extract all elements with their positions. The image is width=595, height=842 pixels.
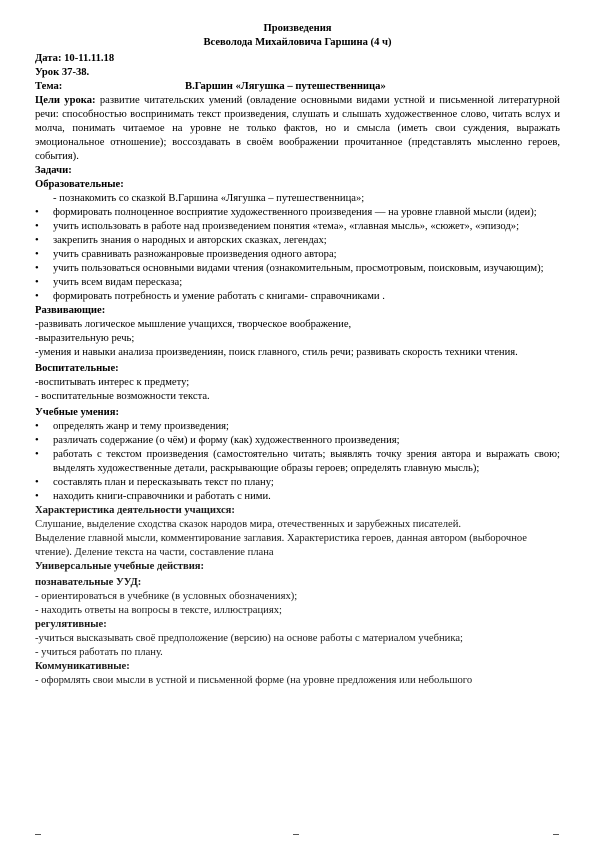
- goals-text: развитие читательских умений (овладение основными видами устной и письменной литературной речи: способностью воспринимать текст произведения, слушать и слышать художественное слово, читать вслух и молча, понимать читаемое на уровне не только фактов, но и смысла (иметь свои суждения, выражать эмоциональное отношение); воссоздавать в своём воображении прочитанное (представлять мысленно героев, события).: [35, 95, 560, 162]
- footer-mark: [293, 834, 299, 839]
- developing-line: -развивать логическое мышление учащихся, творческое воображение,: [35, 319, 352, 330]
- document-title: Произведения: [263, 23, 332, 34]
- list-item: • определять жанр и тему произведения;: [35, 420, 560, 434]
- list-item: • закрепить знания о народных и авторских сказках, легендах;: [35, 234, 560, 248]
- cognitive-heading: познавательные УУД:: [35, 577, 142, 588]
- list-item: • различать содержание (о чём) и форму (как) художественного произведения;: [35, 434, 560, 448]
- document-page: [35, 22, 560, 688]
- list-item: • составлять план и пересказывать текст по плану;: [35, 476, 560, 490]
- upbringing-line: -воспитывать интерес к предмету;: [35, 377, 190, 388]
- educational-heading: Образовательные:: [35, 179, 124, 190]
- developing-line: -выразительную речь;: [35, 333, 135, 344]
- activity-line: Выделение главной мысли, комментирование заглавия. Характеристика героев, данная автором (выборочное чтение). Деление текста на части, составление плана: [35, 533, 527, 558]
- goals-label: Цели урока:: [35, 95, 96, 106]
- footer-mark: [35, 834, 41, 839]
- topic-title: В.Гаршин «Лягушка – путешественница»: [185, 81, 386, 92]
- communicative-line: - оформлять свои мысли в устной и письменной форме (на уровне предложения или небольшого: [35, 675, 473, 686]
- educational-list: [35, 206, 560, 304]
- educational-intro: - познакомить со сказкой В.Гаршина «Лягушка – путешественница»;: [53, 193, 365, 204]
- developing-heading: Развивающие:: [35, 305, 106, 316]
- topic-label: Тема:: [35, 81, 63, 92]
- developing-line: -умения и навыки анализа произведениян, поиск главного, стиль речи; развивать скорость техники чтения.: [35, 347, 518, 358]
- list-item: • формировать потребность и умение работать с книгами- справочниками .: [35, 290, 560, 304]
- lesson-topic-row: [35, 80, 560, 94]
- lesson-goals: [35, 94, 560, 164]
- regulatory-heading: регулятивные:: [35, 619, 107, 630]
- list-item: • учить всем видам пересказа;: [35, 276, 560, 290]
- communicative-heading: Коммуникативные:: [35, 661, 130, 672]
- tasks-heading: Задачи:: [35, 165, 72, 176]
- cognitive-line: - находить ответы на вопросы в тексте, иллюстрациях;: [35, 605, 282, 616]
- page-footer-marks: [35, 834, 560, 842]
- activity-line: Слушание, выделение сходства сказок народов мира, отечественных и зарубежных писателей.: [35, 519, 462, 530]
- list-item: • работать с текстом произведения (самостоятельно читать; выявлять точку зрения автора и выражать свою; выделять художественные детали, раскрывающие образы героев; определять главную мысль);: [35, 448, 560, 476]
- list-item: • учить сравнивать разножанровые произведения одного автора;: [35, 248, 560, 262]
- lesson-number: Урок 37-38.: [35, 67, 90, 78]
- regulatory-line: -учиться высказывать своё предположение (версию) на основе работы с материалом учебника;: [35, 633, 463, 644]
- skills-list: [35, 420, 560, 504]
- upbringing-heading: Воспитательные:: [35, 363, 119, 374]
- footer-mark: [553, 834, 559, 839]
- skills-heading: Учебные умения:: [35, 407, 120, 418]
- list-item: • учить пользоваться основными видами чтения (ознакомительным, просмотровым, поисковым, изучающим);: [35, 262, 560, 276]
- list-item: • формировать полноценное восприятие художественного произведения — на уровне главной мысли (идеи);: [35, 206, 560, 220]
- list-item: • учить использовать в работе над произведением понятия «тема», «главная мысль», «сюжет», «эпизод»;: [35, 220, 560, 234]
- activity-heading: Характеристика деятельности учащихся:: [35, 505, 235, 516]
- list-item: • находить книги-справочники и работать с ними.: [35, 490, 560, 504]
- document-subtitle: Всеволода Михайловича Гаршина (4 ч): [203, 37, 392, 48]
- lesson-date: Дата: 10-11.11.18: [35, 53, 115, 64]
- uud-heading: Универсальные учебные действия:: [35, 561, 205, 572]
- cognitive-line: - ориентироваться в учебнике (в условных обозначениях);: [35, 591, 298, 602]
- upbringing-line: - воспитательные возможности текста.: [35, 391, 210, 402]
- regulatory-line: - учиться работать по плану.: [35, 647, 163, 658]
